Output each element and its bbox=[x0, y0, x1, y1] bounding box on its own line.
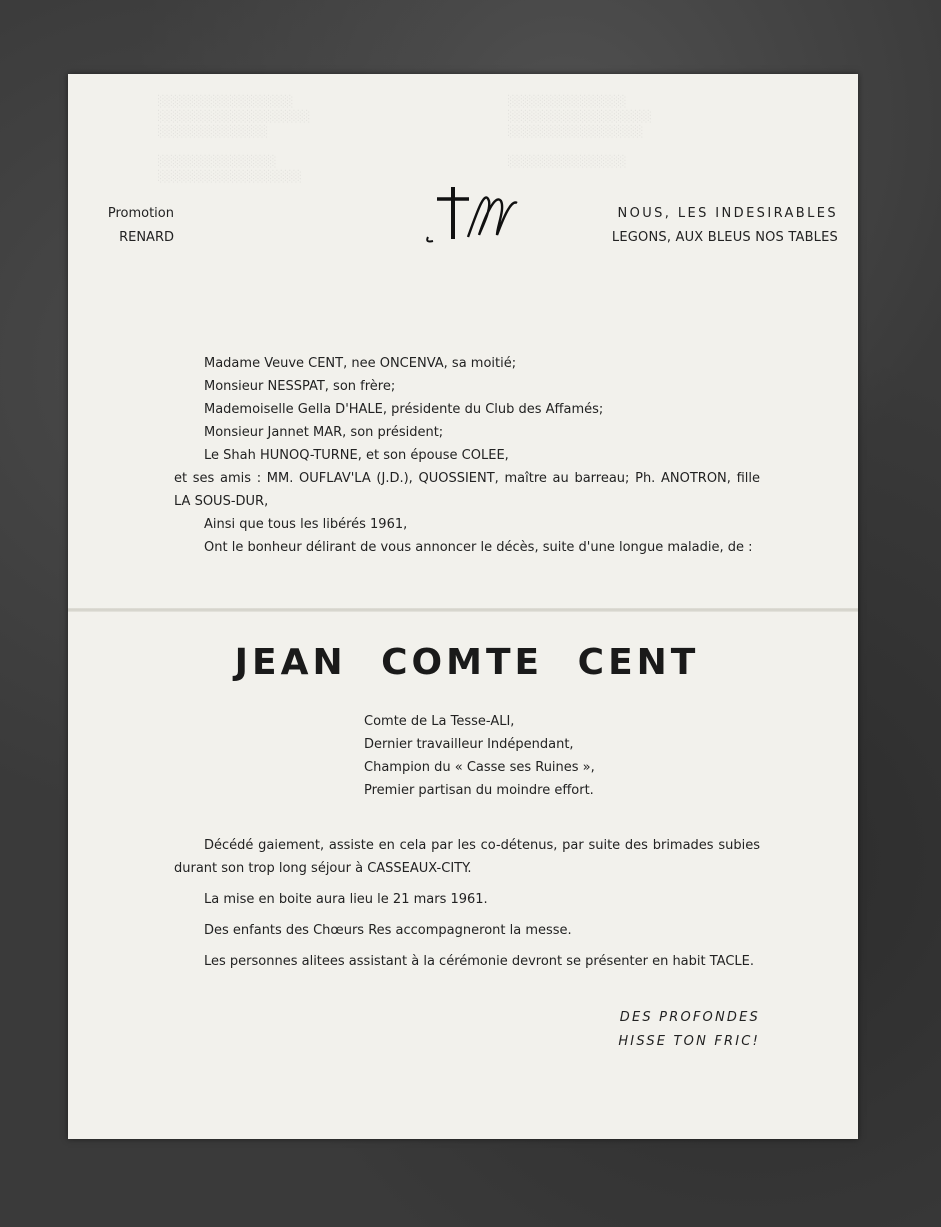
notice-paper bbox=[68, 74, 858, 1139]
paragraph: Madame Veuve CENT, nee ONCENVA, sa moitié; bbox=[204, 356, 517, 371]
title-line: Dernier travailleur Indépendant, bbox=[364, 737, 574, 752]
signature bbox=[528, 1006, 760, 1054]
signature-line-1: DES PROFONDES bbox=[619, 1010, 760, 1025]
paragraph: Monsieur NESSPAT, son frère; bbox=[204, 379, 396, 394]
signature-line-2: HISSE TON FRIC! bbox=[618, 1034, 760, 1049]
deceased-titles bbox=[364, 710, 684, 802]
paragraph: Les personnes alitees assistant à la cérémonie devront se présenter en habit TACLE. bbox=[204, 954, 754, 969]
paragraph: Ainsi que tous les libérés 1961, bbox=[204, 517, 408, 532]
header-left bbox=[98, 202, 174, 250]
paragraph: Des enfants des Chœurs Res accompagneront la messe. bbox=[204, 923, 572, 938]
bleed-through-texture: ░░░░░░░░░░░░░░ ░░░░░░░░░░░░░░░░░ ░░░░░░░░░░░░░░░░ ░░░░░░░░░░░░░░ bbox=[508, 95, 652, 168]
paragraph: Mademoiselle Gella D'HALE, présidente du Club des Affamés; bbox=[204, 402, 604, 417]
bleed-through-texture: ░░░░░░░░░░░░░░░░ ░░░░░░░░░░░░░░░░░░ ░░░░░░░░░░░░░ ░░░░░░░░░░░░░░ ░░░░░░░░░░░░░░░░░ bbox=[158, 95, 311, 183]
paragraph: Décédé gaiement, assiste en cela par les co-détenus, par suite des brimades subies durant son trop long séjour à CASSEAUX-CITY. bbox=[174, 838, 760, 876]
paragraph: Monsieur Jannet MAR, son président; bbox=[204, 425, 444, 440]
deceased-name: JEAN COMTE CENT bbox=[234, 642, 700, 683]
paragraph: Ont le bonheur délirant de vous annoncer le décès, suite d'une longue maladie, de : bbox=[204, 540, 753, 555]
title-line: Champion du « Casse ses Ruines », bbox=[364, 760, 595, 775]
header-right-line-1: NOUS, LES INDESIRABLES bbox=[617, 206, 838, 221]
paper-fold-line bbox=[68, 608, 858, 612]
header-left-line-2: RENARD bbox=[119, 230, 174, 245]
title-line: Comte de La Tesse-ALI, bbox=[364, 714, 515, 729]
paragraph: Le Shah HUNOQ-TURNE, et son épouse COLEE, bbox=[204, 448, 509, 463]
paragraph: et ses amis : MM. OUFLAV'LA (J.D.), QUOSSIENT, maître au barreau; Ph. ANOTRON, fille LA SOUS-DUR, bbox=[174, 471, 760, 509]
announcement-body bbox=[174, 352, 760, 559]
paragraph: La mise en boite aura lieu le 21 mars 1961. bbox=[204, 892, 488, 907]
header-right-line-2: LEGONS, AUX BLEUS NOS TABLES bbox=[611, 230, 838, 245]
title-line: Premier partisan du moindre effort. bbox=[364, 783, 594, 798]
ceremony-details bbox=[174, 834, 760, 973]
header-left-line-1: Promotion bbox=[107, 206, 174, 221]
cross-monogram-icon bbox=[423, 179, 523, 249]
header-right bbox=[538, 202, 838, 250]
